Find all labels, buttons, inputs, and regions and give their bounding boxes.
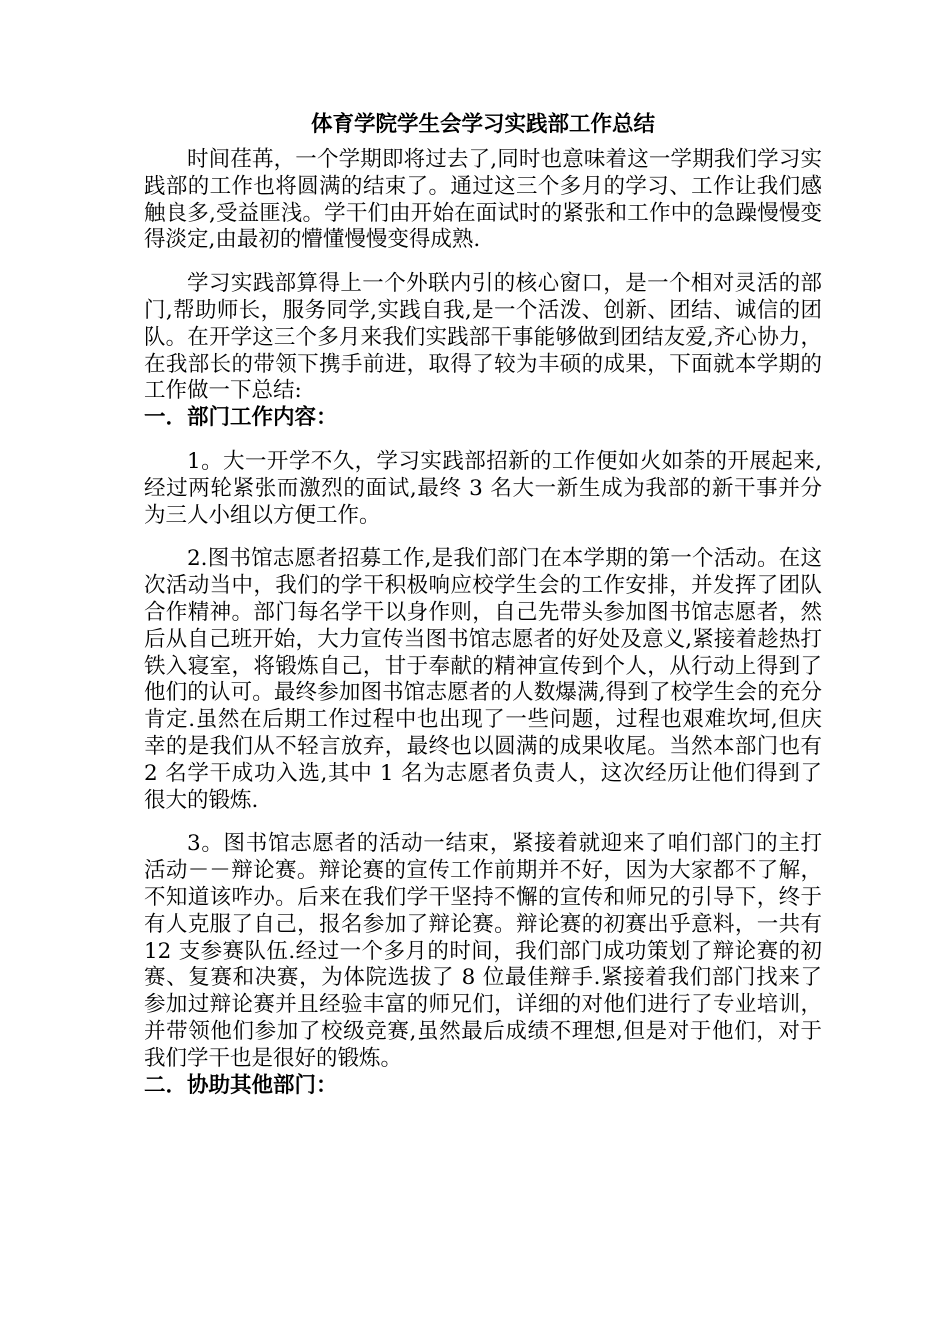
- intro-paragraph-2: 学习实践部算得上一个外联内引的核心窗口，是一个相对灵活的部门,帮助师长，服务同学,实践自我,是一个活泼、创新、团结、诚信的团队。在开学这三个多月来我们实践部干事能够做到团结友爱,齐心协力，在我部长的带领下携手前进，取得了较为丰硕的成果，下面就本学期的工作做一下总结:: [144, 271, 822, 404]
- section-heading-department-work: 一．部门工作内容：: [144, 405, 338, 431]
- work-item-3: 3。图书馆志愿者的活动一结束，紧接着就迎来了咱们部门的主打活动－－辩论赛。辩论赛的宣传工作前期并不好，因为大家都不了解，不知道该咋办。后来在我们学干坚持不懈的宣传和师兄的引导下，终于有人克服了自己，报名参加了辩论赛。辩论赛的初赛出乎意料，一共有 12 支参赛队伍.经过一个多月的时间，我们部门成功策划了辩论赛的初赛、复赛和决赛，为体院选拔了 8 位最佳辩手.紧接着我们部门找来了参加过辩论赛并且经验丰富的师兄们，详细的对他们进行了专业培训，并带领他们参加了校级竞赛,虽然最后成绩不理想,但是对于他们，对于我们学干也是很好的锻炼。: [144, 831, 822, 1071]
- document-title: 体育学院学生会学习实践部工作总结: [310, 112, 655, 137]
- intro-paragraph-1: 时间荏苒，一个学期即将过去了,同时也意味着这一学期我们学习实践部的工作也将圆满的结束了。通过这三个多月的学习、工作让我们感触良多,受益匪浅。学干们由开始在面试时的紧张和工作中的急躁慢慢变得淡定,由最初的懵懂慢慢变得成熟.: [144, 147, 822, 253]
- section-heading-assist-departments: 二．协助其他部门：: [144, 1072, 338, 1098]
- document-page: [144, 112, 822, 1099]
- work-item-2: 2.图书馆志愿者招募工作,是我们部门在本学期的第一个活动。在这次活动当中，我们的学干积极响应校学生会的工作安排，并发挥了团队合作精神。部门每名学干以身作则，自己先带头参加图书馆志愿者，然后从自己班开始，大力宣传当图书馆志愿者的好处及意义,紧接着趁热打铁入寝室，将锻炼自己，甘于奉献的精神宣传到个人，从行动上得到了他们的认可。最终参加图书馆志愿者的人数爆满,得到了校学生会的充分肯定.虽然在后期工作过程中也出现了一些问题，过程也艰难坎坷,但庆幸的是我们从不轻言放弃，最终也以圆满的成果收尾。当然本部门也有 2 名学干成功入选,其中 1 名为志愿者负责人，这次经历让他们得到了很大的锻炼.: [144, 546, 822, 813]
- work-item-1: 1。大一开学不久，学习实践部招新的工作便如火如荼的开展起来,经过两轮紧张而激烈的面试,最终 3 名大一新生成为我部的新干事并分为三人小组以方便工作。: [144, 448, 822, 528]
